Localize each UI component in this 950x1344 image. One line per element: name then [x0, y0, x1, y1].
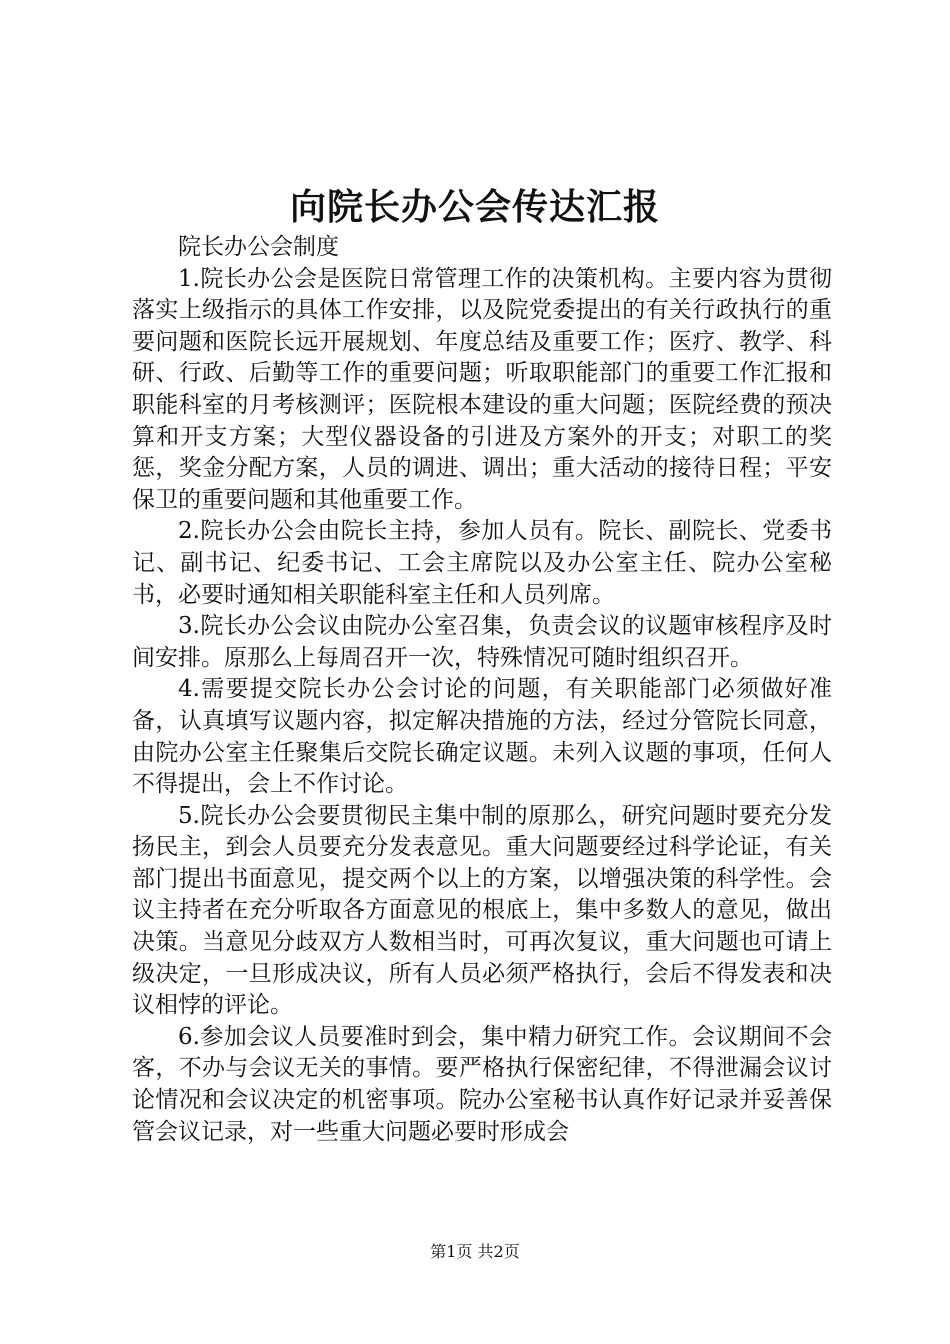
paragraph-2: 2.院长办公会由院长主持，参加人员有。院长、副院长、党委书记、副书记、纪委书记、工会主席院以及办公室主任、院办公室秘书，必要时通知相关职能科室主任和人员列席。: [132, 518, 832, 608]
document-body: [132, 232, 832, 1148]
section-heading: 院长办公会制度: [178, 234, 339, 260]
paragraph-4: 4.需要提交院长办公会讨论的问题，有关职能部门必须做好准备，认真填写议题内容，拟定解决措施的方法，经过分管院长同意，由院办公室主任聚集后交院长确定议题。未列入议题的事项，任何人不得提出，会上不作讨论。: [132, 676, 832, 798]
document-title: 向院长办公会传达汇报: [289, 186, 660, 228]
page-number-footer: 第1页 共2页: [430, 1242, 520, 1261]
paragraph-6: 6.参加会议人员要准时到会，集中精力研究工作。会议期间不会客，不办与会议无关的事情。要严格执行保密纪律，不得泄漏会议讨论情况和会议决定的机密事项。院办公室秘书认真作好记录并妥善保管会议记录，对一些重大问题必要时形成会: [132, 1023, 832, 1145]
paragraph-3: 3.院长办公会议由院办公室召集，负责会议的议题审核程序及时间安排。原那么上每周召开一次，特殊情况可随时组织召开。: [132, 613, 832, 671]
paragraph-5: 5.院长办公会要贯彻民主集中制的原那么，研究问题时要充分发扬民主，到会人员要充分发表意见。重大问题要经过科学论证，有关部门提出书面意见，提交两个以上的方案，以增强决策的科学性。会议主持者在充分听取各方面意见的根底上，集中多数人的意见，做出决策。当意见分歧双方人数相当时，可再次复议，重大问题也可请上级决定，一旦形成决议，所有人员必须严格执行，会后不得发表和决议相悖的评论。: [132, 802, 832, 1019]
paragraph-1: 1.院长办公会是医院日常管理工作的决策机构。主要内容为贯彻落实上级指示的具体工作安排，以及院党委提出的有关行政执行的重要问题和医院长远开展规划、年度总结及重要工作；医疗、教学、科研、行政、后勤等工作的重要问题；听取职能部门的重要工作汇报和职能科室的月考核测评；医院根本建设的重大问题；医院经费的预决算和开支方案；大型仪器设备的引进及方案外的开支；对职工的奖惩，奖金分配方案，人员的调进、调出；重大活动的接待日程；平安保卫的重要问题和其他重要工作。: [132, 265, 832, 513]
